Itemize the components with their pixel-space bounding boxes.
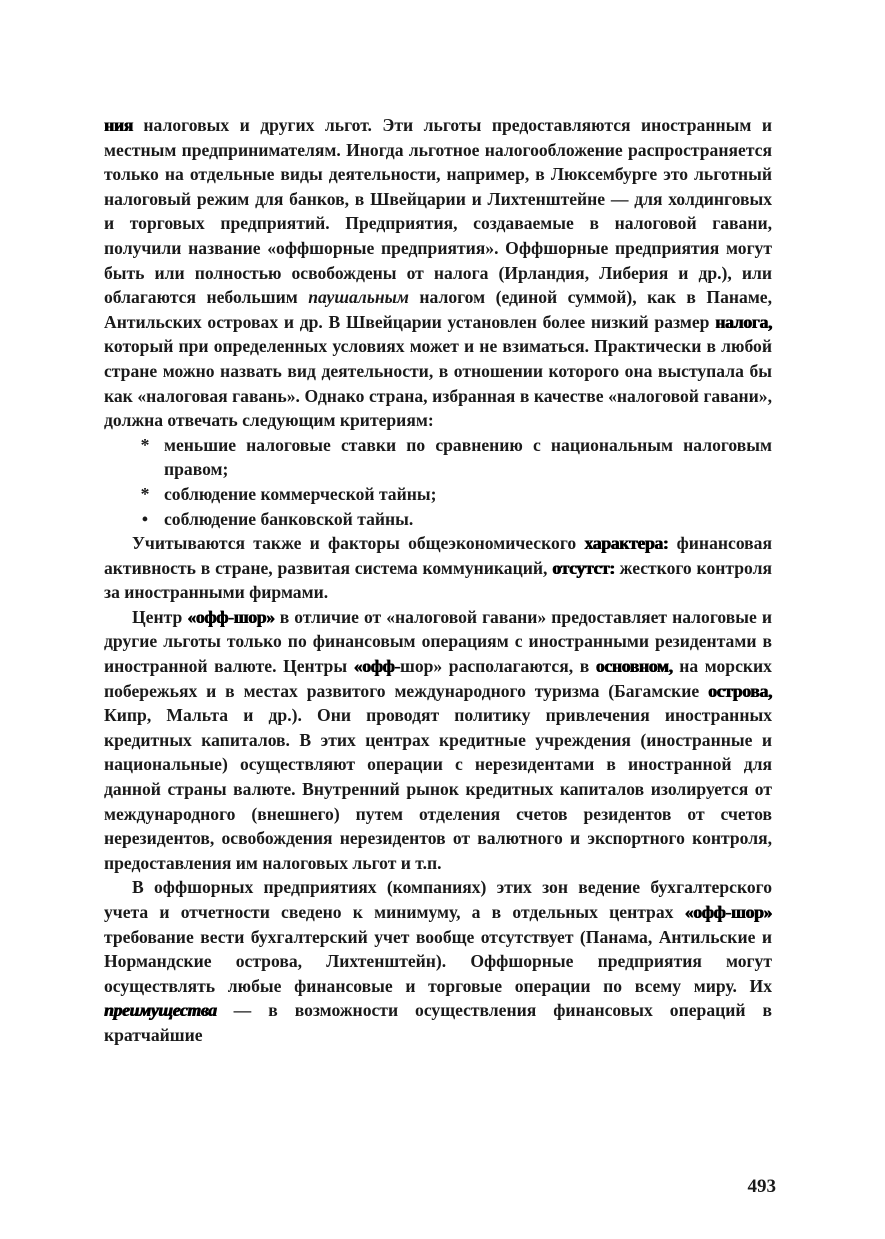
text-run: Кипр, Мальта и др.). Они проводят политику привлечения иностранных кредитных капиталов. В этих центрах кредитные учреждения (иностранные и национальные) осуществляют операции с нерезидентами в иностранной для данной страны валюте. Внутренний рынок кредитных капиталов изолируется от международного (внешнего) путем отделения счетов резидентов от счетов нерезидентов, освобождения нерезидентов от валютного и экспортного контроля, предоставления им налоговых льгот и т.п. (104, 705, 772, 873)
heavy-italic-word: преимущества (104, 1000, 217, 1021)
list-item (104, 507, 772, 532)
heavy-fragment: «офф-шор» (684, 902, 772, 922)
list-item (104, 482, 772, 507)
text-run: жесткого контроля за иностранными фирмами. (104, 557, 772, 603)
list-item-text: соблюдение коммерческой тайны; (164, 483, 437, 504)
criteria-list (104, 433, 772, 531)
paragraph-2 (104, 531, 772, 605)
page-number: 493 (747, 1176, 776, 1197)
body-text (104, 113, 772, 1048)
text-run: Учитываются также и факторы общеэкономического (132, 533, 585, 554)
text-run: налоговых и других льгот. Эти льготы предоставляются иностранным и местным предпринимателям. Иногда льготное налогообложение распространяется только на отдельные виды деятельности, например, в Люксембурге это льготный налоговый режим для банков, в Швейцарии и Лихтенштейне — для холдинговых и торговых предприятий. Предприятия, создаваемые в налоговой гавани, получили название «оффшорные предприятия». Оффшорные предприятия могут быть или полностью освобождены от налога (Ирландия, Либерия и др.), или облагаются небольшим (104, 115, 772, 308)
list-item-text: меньшие налоговые ставки по сравнению с национальным налоговым правом; (164, 434, 772, 480)
list-item-text: соблюдение банковской тайны. (164, 508, 414, 529)
heavy-fragment: «офф- (353, 656, 400, 677)
heavy-fragment: основном, (595, 656, 673, 677)
heavy-fragment: характера: (584, 533, 669, 554)
paragraph-3 (104, 605, 772, 876)
heavy-fragment: ния (104, 115, 133, 135)
text-run: шор» располагаются, в (399, 656, 596, 677)
heavy-fragment: острова, (708, 680, 772, 701)
heavy-fragment: отсутст: (552, 557, 615, 578)
text-run: — в возможности осуществления финансовых операций в кратчайшие (104, 1000, 772, 1045)
text-run: налогом (единой суммой), как в Панаме, Антильских островах и др. В Швейцарии установлен более низкий размер (104, 287, 773, 332)
text-run: на морских побережьях и в местах развитого международного туризма (Багамские (104, 656, 772, 701)
text-run: В оффшорных предприятиях (компаниях) этих зон ведение бухгалтерского учета и отчетности сведено к минимуму, а в отдельных центрах (104, 877, 772, 922)
paragraph-4 (104, 875, 772, 1047)
paragraph-1 (104, 113, 772, 433)
heavy-fragment: налога, (715, 311, 772, 332)
italic-word: паушальным (308, 287, 409, 308)
heavy-fragment: «офф-шор» (187, 606, 275, 627)
text-run: финансовая активность в стране, развитая система коммуникаций, (104, 533, 772, 578)
text-run: требование вести бухгалтерский учет вообще отсутствует (Панама, Антильские и Нормандские острова, Лихтенштейн). Оффшорные предприятия могут осуществлять любые финансовые и торговые операции по всему миру. Их (104, 926, 772, 996)
bullet-marker: * (140, 483, 150, 504)
text-run: Центр (132, 606, 188, 627)
list-item (104, 433, 772, 482)
text-run: который при определенных условиях может и не взиматься. Практически в любой стране можно назвать вид деятельности, в отношении которого она выступала бы как «налоговая гавань». Однако страна, избранная в качестве «налоговой гавани», должна отвечать следующим критериям: (104, 336, 772, 431)
bullet-marker: • (141, 508, 149, 529)
bullet-marker: * (140, 434, 150, 455)
text-run: в отличие от «налоговой гавани» предоставляет налоговые и другие льготы только по финансовым операциям с иностранными резидентами в иностранной валюте. Центры (104, 606, 772, 677)
